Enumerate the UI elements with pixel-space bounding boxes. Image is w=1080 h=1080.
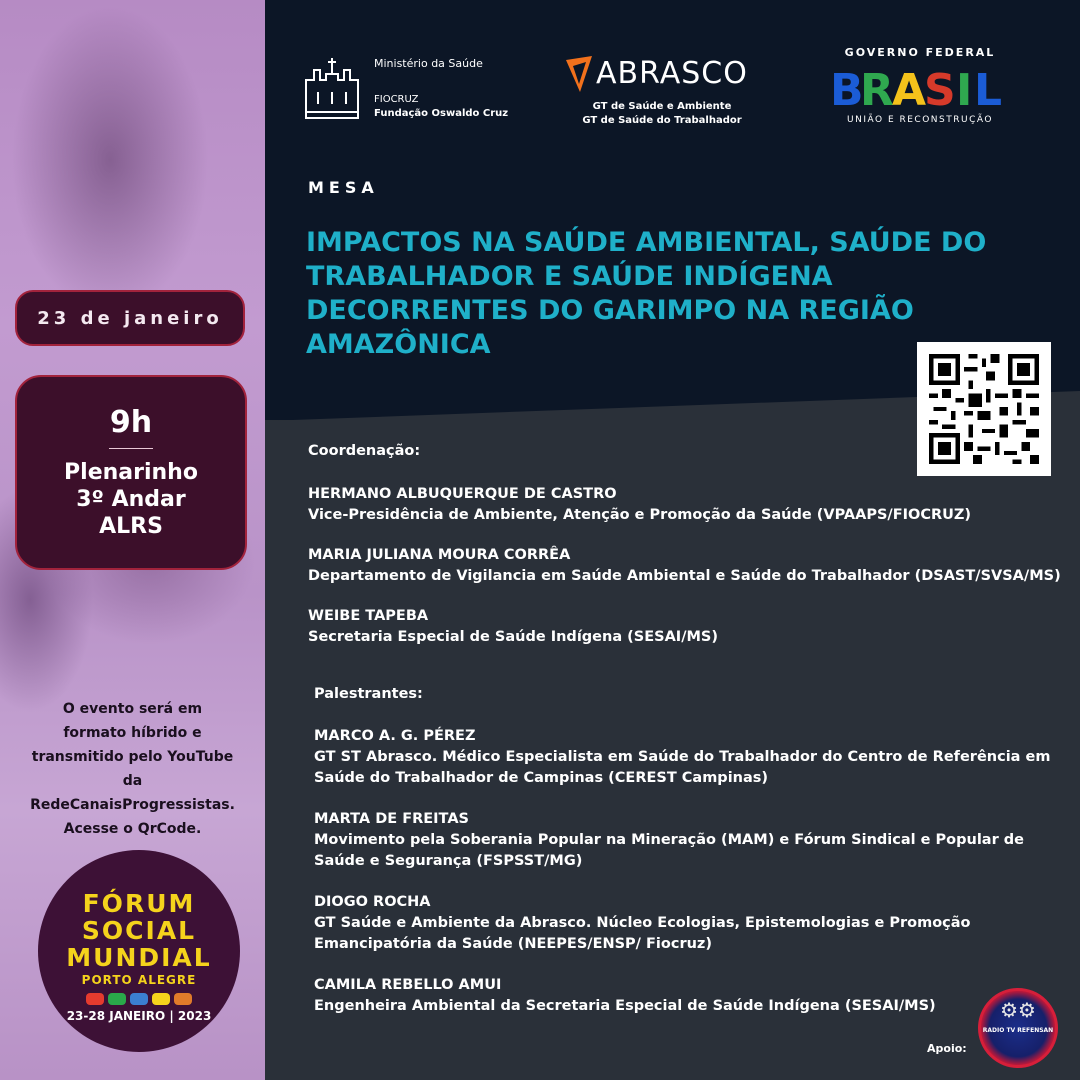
person-affiliation: Engenheira Ambiental da Secretaria Especial de Saúde Indígena (SESAI/MS) [314, 998, 936, 1014]
divider [109, 448, 153, 449]
abrasco-gt-line: GT de Saúde e Ambiente [592, 101, 732, 112]
forum-title-line: SOCIAL [81, 916, 197, 945]
brasil-wordmark [828, 63, 1012, 111]
speaker-entry [314, 726, 1054, 789]
person-affiliation: Vice-Presidência de Ambiente, Atenção e Promoção da Saúde (VPAAPS/FIOCRUZ) [308, 507, 972, 523]
event-place [17, 459, 245, 540]
fiocruz-name: FIOCRUZ [374, 94, 419, 105]
person-name: MARTA DE FREITAS [314, 811, 469, 827]
forum-world-map-icon [38, 993, 240, 1005]
speaker-entry [314, 892, 1054, 955]
person-name: DIOGO ROCHA [314, 894, 431, 910]
svg-text:L: L [974, 65, 1003, 111]
radio-tv-refensan-logo [978, 988, 1058, 1068]
place-line: Plenarinho [64, 460, 198, 485]
person-affiliation: Secretaria Especial de Saúde Indígena (SESAI/MS) [308, 629, 718, 645]
speaker-entry [314, 975, 974, 1017]
qr-code[interactable] [917, 342, 1051, 476]
person-affiliation: GT Saúde e Ambiente da Abrasco. Núcleo Ecologias, Epistemologias e Promoção Emancipatória da Saúde (NEEPES/ENSP/ Fiocruz) [314, 915, 971, 952]
person-name: HERMANO ALBUQUERQUE DE CASTRO [308, 486, 617, 502]
date-badge: 23 de janeiro [15, 290, 245, 346]
speaker-entry [314, 809, 1054, 872]
abrasco-logo [562, 52, 762, 132]
abrasco-subtitle [562, 100, 762, 128]
coordinator-entry [308, 606, 1068, 648]
svg-text:S: S [924, 65, 956, 111]
place-line: ALRS [99, 514, 163, 539]
fiocruz-full-name: Fundação Oswaldo Cruz [374, 108, 509, 119]
fiocruz-castle-icon [302, 52, 362, 120]
svg-text:I: I [956, 65, 973, 111]
governo-federal-logo [825, 46, 1015, 136]
abrasco-gt-line: GT de Saúde do Trabalhador [582, 115, 742, 126]
forum-title-line: FÓRUM [82, 889, 196, 918]
place-line: 3º Andar [76, 487, 186, 512]
svg-text:A: A [892, 65, 927, 111]
person-name: MARCO A. G. PÉREZ [314, 728, 476, 744]
svg-text:B: B [830, 65, 864, 111]
ms-name: Ministério da Saúde [374, 57, 483, 70]
event-info-text: O evento será em formato híbrido e transmitido pelo YouTube da RedeCanaisProgressistas. Acesse o QrCode. [30, 701, 235, 837]
person-name: MARIA JULIANA MOURA CORRÊA [308, 547, 571, 563]
forum-title [38, 890, 240, 971]
mesa-label: MESA [308, 178, 379, 197]
gov-top-text: GOVERNO FEDERAL [844, 46, 996, 59]
person-affiliation: Movimento pela Soberania Popular na Mineração (MAM) e Fórum Sindical e Popular de Saúde e Segurança (FSPSST/MG) [314, 832, 1024, 869]
coordinator-entry [308, 484, 1068, 526]
ministerio-saude-fiocruz-logo [302, 52, 532, 122]
coordenacao-label: Coordenação: [308, 443, 421, 459]
palestrantes-label: Palestrantes: [314, 686, 423, 702]
coordinator-entry [308, 545, 1068, 587]
gov-bottom-text: UNIÃO E RECONSTRUÇÃO [847, 115, 993, 125]
page-title: IMPACTOS NA SAÚDE AMBIENTAL, SAÚDE DO TRABALHADOR E SAÚDE INDÍGENA DECORRENTES DO GARIMPO NA REGIÃO AMAZÔNICA [306, 227, 987, 360]
left-panel [0, 0, 265, 1080]
person-name: CAMILA REBELLO AMUI [314, 977, 502, 993]
forum-social-mundial-logo [38, 850, 240, 1052]
forum-title-line: MUNDIAL [66, 943, 212, 972]
forum-city: PORTO ALEGRE [81, 973, 197, 987]
svg-text:R: R [860, 65, 894, 111]
person-name: WEIBE TAPEBA [308, 608, 429, 624]
event-hour: 9h [109, 405, 153, 440]
abrasco-name: ABRASCO [596, 56, 748, 91]
forum-dates: 23-28 JANEIRO | 2023 [66, 1009, 212, 1023]
gears-icon: ⚙⚙ [1000, 998, 1036, 1022]
time-location-box [15, 375, 247, 570]
person-affiliation: GT ST Abrasco. Médico Especialista em Saúde do Trabalhador do Centro de Referência em Saúde do Trabalhador de Campinas (CEREST Campinas) [314, 749, 1051, 786]
radio-name: RADIO TV REFENSAN [982, 1027, 1054, 1034]
qr-code-icon [929, 354, 1039, 464]
person-affiliation: Departamento de Vigilancia em Saúde Ambiental e Saúde do Trabalhador (DSAST/SVSA/MS) [308, 568, 1061, 584]
abrasco-arrow-icon [564, 54, 594, 94]
apoio-label: Apoio: [927, 1042, 967, 1055]
